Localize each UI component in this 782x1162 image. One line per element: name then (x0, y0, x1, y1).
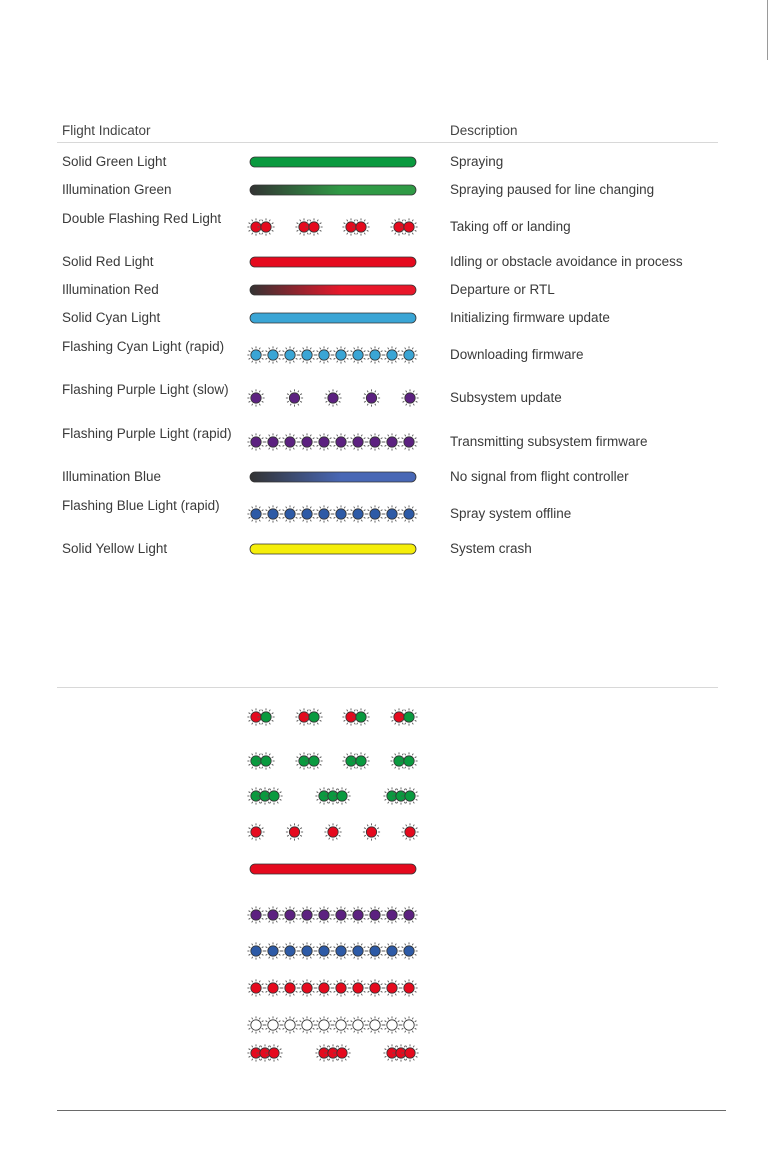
light-dot (383, 942, 400, 959)
light-pattern (249, 539, 417, 559)
light-dot (332, 505, 349, 522)
light-dot (281, 346, 298, 363)
light-dot (286, 823, 303, 840)
indicator-description: Transmitting subsystem firmware (450, 434, 648, 449)
light-bar (250, 313, 416, 323)
light-pattern (249, 786, 417, 806)
indicator-description: Spraying (450, 154, 504, 169)
light-bar (250, 285, 416, 295)
light-dot (401, 823, 418, 840)
indicator-name: Double Flashing Red Light (62, 211, 222, 226)
light-dot (247, 389, 264, 406)
indicator-name: Illumination Green (62, 182, 172, 197)
light-dot (366, 979, 383, 996)
light-dot (298, 505, 315, 522)
light-dot (383, 979, 400, 996)
light-dot (281, 979, 298, 996)
light-dot (315, 346, 332, 363)
light-dot (281, 906, 298, 923)
indicator-description: Spray system offline (450, 506, 572, 521)
light-dot (247, 505, 264, 522)
light-dot (349, 505, 366, 522)
light-bar (250, 185, 416, 195)
light-dot (383, 906, 400, 923)
light-dot (315, 979, 332, 996)
light-dot (281, 1016, 298, 1033)
light-dot (264, 346, 281, 363)
light-pattern (249, 822, 417, 842)
light-dot (247, 823, 264, 840)
indicator-name: Flashing Blue Light (rapid) (62, 498, 220, 513)
indicator-description: Idling or obstacle avoidance in process (450, 254, 683, 269)
light-dot (264, 1016, 281, 1033)
light-pattern (249, 707, 417, 727)
light-pattern (249, 859, 417, 879)
indicator-description: System crash (450, 541, 532, 556)
light-dot (247, 906, 264, 923)
light-dot (366, 346, 383, 363)
light-pattern (249, 751, 417, 771)
light-bar (250, 157, 416, 167)
indicator-name: Solid Cyan Light (62, 310, 161, 325)
light-dot (298, 433, 315, 450)
light-dot (264, 433, 281, 450)
header-divider (57, 142, 718, 143)
light-dot (332, 433, 349, 450)
light-dot (366, 906, 383, 923)
indicator-name: Solid Yellow Light (62, 541, 168, 556)
light-dot (332, 979, 349, 996)
light-dot (349, 346, 366, 363)
light-dot (247, 433, 264, 450)
indicator-description: Spraying paused for line changing (450, 182, 655, 197)
light-dot (366, 942, 383, 959)
light-dot (363, 389, 380, 406)
light-dot (366, 1016, 383, 1033)
light-dot (281, 942, 298, 959)
light-dot (366, 505, 383, 522)
light-dot (383, 1016, 400, 1033)
light-dot (349, 1016, 366, 1033)
light-pattern (249, 152, 417, 172)
light-dot (247, 346, 264, 363)
light-pattern (249, 252, 417, 272)
light-dot (400, 979, 417, 996)
light-dot (383, 346, 400, 363)
light-pattern (249, 432, 417, 452)
light-dot (366, 433, 383, 450)
light-pattern (249, 280, 417, 300)
light-dot (400, 942, 417, 959)
light-dot (363, 823, 380, 840)
light-dot (324, 823, 341, 840)
light-dot (332, 346, 349, 363)
light-dot (298, 1016, 315, 1033)
light-pattern (249, 504, 417, 524)
light-dot (315, 433, 332, 450)
light-pattern (249, 1015, 417, 1035)
light-dot (315, 1016, 332, 1033)
column-header-indicator: Flight Indicator (62, 123, 151, 138)
footer-divider (57, 1110, 726, 1111)
light-dot (298, 942, 315, 959)
light-dot (298, 979, 315, 996)
light-dot (315, 906, 332, 923)
light-pattern (249, 388, 417, 408)
indicator-description: Initializing firmware update (450, 310, 610, 325)
light-pattern (249, 308, 417, 328)
indicator-name: Illumination Red (62, 282, 159, 297)
indicator-description: Taking off or landing (450, 219, 571, 234)
light-pattern (249, 467, 417, 487)
light-dot (332, 942, 349, 959)
light-bar (250, 544, 416, 554)
light-pattern (249, 941, 417, 961)
light-dot (281, 433, 298, 450)
light-dot (264, 979, 281, 996)
light-dot (298, 346, 315, 363)
light-dot (264, 942, 281, 959)
light-dot (400, 346, 417, 363)
crop-mark (767, 0, 768, 60)
light-dot (315, 942, 332, 959)
indicator-name: Flashing Cyan Light (rapid) (62, 339, 225, 354)
column-header-description: Description (450, 123, 518, 138)
light-dot (400, 906, 417, 923)
light-dot (286, 389, 303, 406)
light-bar (250, 257, 416, 267)
light-dot (264, 906, 281, 923)
light-dot (349, 979, 366, 996)
indicator-name: Solid Red Light (62, 254, 154, 269)
light-dot (247, 942, 264, 959)
light-dot (400, 1016, 417, 1033)
light-dot (332, 1016, 349, 1033)
light-pattern (249, 180, 417, 200)
light-dot (332, 906, 349, 923)
indicator-name: Flashing Purple Light (rapid) (62, 426, 232, 441)
light-dot (264, 505, 281, 522)
light-dot (383, 433, 400, 450)
indicator-description: Subsystem update (450, 390, 562, 405)
light-bar (250, 864, 416, 874)
light-dot (247, 979, 264, 996)
indicator-name: Flashing Purple Light (slow) (62, 382, 229, 397)
light-bar (250, 472, 416, 482)
light-dot (349, 906, 366, 923)
light-dot (349, 433, 366, 450)
light-dot (315, 505, 332, 522)
light-dot (298, 906, 315, 923)
light-pattern (249, 978, 417, 998)
indicator-name: Solid Green Light (62, 154, 167, 169)
light-pattern (249, 345, 417, 365)
light-pattern (249, 905, 417, 925)
light-dot (400, 433, 417, 450)
indicator-description: No signal from flight controller (450, 469, 629, 484)
light-dot (400, 505, 417, 522)
indicator-name: Illumination Blue (62, 469, 162, 484)
light-dot (324, 389, 341, 406)
light-dot (401, 389, 418, 406)
light-dot (247, 1016, 264, 1033)
section-divider (57, 687, 718, 688)
light-dot (349, 942, 366, 959)
light-pattern (249, 217, 417, 237)
indicator-description: Downloading firmware (450, 347, 584, 362)
light-pattern (249, 1043, 417, 1063)
indicator-description: Departure or RTL (450, 282, 555, 297)
light-dot (281, 505, 298, 522)
light-dot (383, 505, 400, 522)
